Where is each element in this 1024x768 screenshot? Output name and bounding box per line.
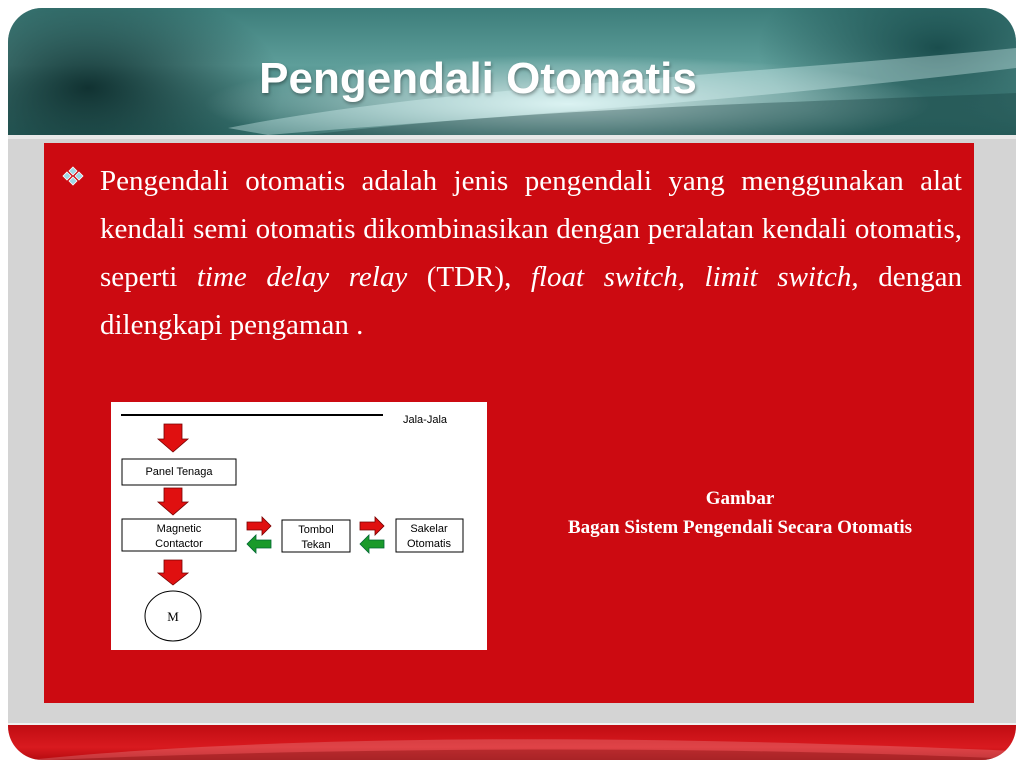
slide-header [8,8,1016,135]
supply-label: Jala-Jala [403,414,448,426]
auto-switch-label-2: Otomatis [406,538,452,550]
four-diamond-bullet-icon [62,165,94,187]
motor-label: M [167,609,179,624]
footer-swoosh-decoration [8,725,1016,760]
paragraph-text-2: (TDR), [407,261,531,293]
slide-title: Pengendali Otomatis [259,54,697,103]
caption-line-2: Bagan Sistem Pengendali Secara Otomatis [567,517,913,538]
down-arrow-icon [158,424,188,452]
down-arrow-icon [158,488,188,515]
right-arrow-icon [247,517,271,535]
left-arrow-icon [360,535,384,553]
right-arrow-icon [360,517,384,535]
caption-line-1: Gambar [705,488,775,509]
control-system-diagram [111,402,487,650]
paragraph-italic-switches: float switch, limit switch, [530,261,859,293]
contactor-label-2: Contactor [155,538,203,550]
header-divider [8,135,1016,139]
contactor-label-1: Magnetic [156,523,202,535]
auto-switch-label-1: Sakelar [410,523,448,535]
figure-caption [500,484,980,542]
push-button-label-2: Tekan [301,539,331,551]
push-button-label-1: Tombol [298,524,334,536]
left-arrow-icon [247,535,271,553]
paragraph-text-1: Pengendali otomatis adalah jenis pengendali yang menggunakan alat kendali semi otomatis dikombinasikan dengan peralatan kendali otomatis, seperti [100,165,962,293]
definition-paragraph [100,157,962,349]
slide-footer [8,723,1016,760]
paragraph-italic-tdr: time delay relay [196,261,408,293]
panel-label: Panel Tenaga [145,466,213,478]
down-arrow-icon [158,560,188,585]
paragraph-text-3: dengan dilengkapi pengaman . [100,261,962,341]
